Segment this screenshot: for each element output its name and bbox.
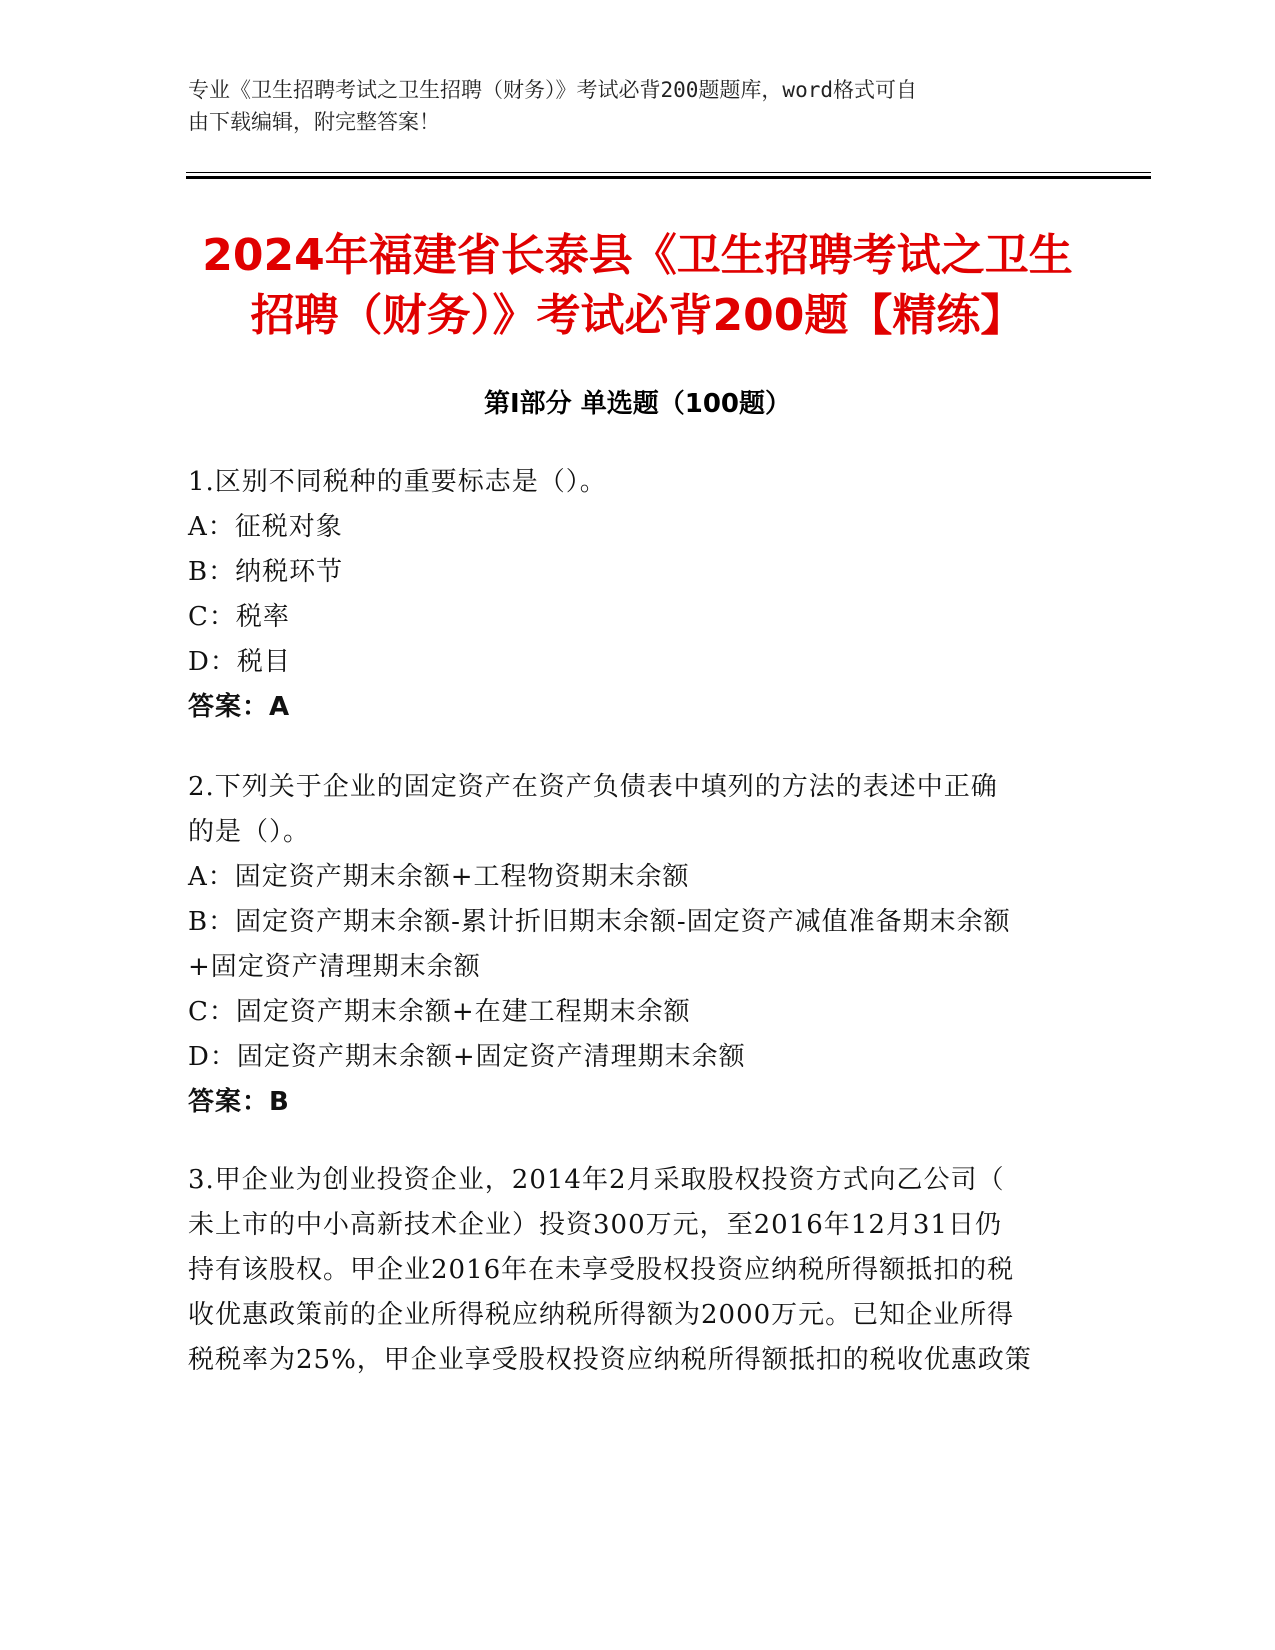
question-1-option-b: B：纳税环节: [188, 557, 344, 587]
title-line-1: 2024年福建省长泰县《卫生招聘考试之卫生: [202, 230, 1073, 281]
header-note: [188, 74, 1068, 138]
question-1-option-a: A：征税对象: [188, 512, 343, 542]
question-1-option-c: C：税率: [188, 602, 290, 632]
header-rule-thin: [186, 172, 1151, 173]
question-3-stem-line-3: 持有该股权。甲企业2016年在未享受股权投资应纳税所得额抵扣的税: [188, 1255, 1015, 1285]
section-heading: 第Ⅰ部分 单选题（100题）: [484, 389, 791, 419]
question-3-stem-line-1: 3.甲企业为创业投资企业，2014年2月采取股权投资方式向乙公司（: [188, 1165, 1005, 1195]
question-3-stem-line-4: 收优惠政策前的企业所得税应纳税所得额为2000万元。已知企业所得: [188, 1300, 1015, 1330]
question-3-stem-line-2: 未上市的中小高新技术企业）投资300万元，至2016年12月31日仍: [188, 1210, 1002, 1240]
header-rule-thick: [186, 176, 1151, 179]
question-2-option-c: C：固定资产期末余额+在建工程期末余额: [188, 997, 691, 1027]
question-1-answer: 答案：A: [188, 692, 291, 722]
header-note-line-1: 专业《卫生招聘考试之卫生招聘（财务）》考试必背200题题库，word格式可自: [188, 78, 917, 102]
question-3: [188, 1158, 1078, 1383]
question-1-option-d: D：税目: [188, 647, 291, 677]
title-line-2: 招聘（财务）》考试必背200题【精练】: [250, 290, 1025, 341]
question-2-option-b-line-1: B：固定资产期末余额-累计折旧期末余额-固定资产减值准备期末余额: [188, 907, 1011, 937]
question-3-stem-line-5: 税税率为25%，甲企业享受股权投资应纳税所得额抵扣的税收优惠政策: [188, 1345, 1032, 1375]
question-1-stem: 1.区别不同税种的重要标志是（）。: [188, 467, 607, 497]
question-2: [188, 765, 1078, 1125]
header-note-line-2: 由下载编辑，附完整答案！: [188, 110, 440, 134]
question-2-option-a: A：固定资产期末余额+工程物资期末余额: [188, 862, 690, 892]
document-title: [150, 226, 1125, 346]
question-2-stem-line-2: 的是（）。: [188, 817, 311, 847]
question-2-stem-line-1: 2.下列关于企业的固定资产在资产负债表中填列的方法的表述中正确: [188, 772, 998, 802]
question-2-option-d: D：固定资产期末余额+固定资产清理期末余额: [188, 1042, 746, 1072]
question-2-option-b-line-2: +固定资产清理期末余额: [188, 952, 481, 982]
question-1: [188, 460, 1078, 730]
question-2-answer: 答案：B: [188, 1087, 290, 1117]
